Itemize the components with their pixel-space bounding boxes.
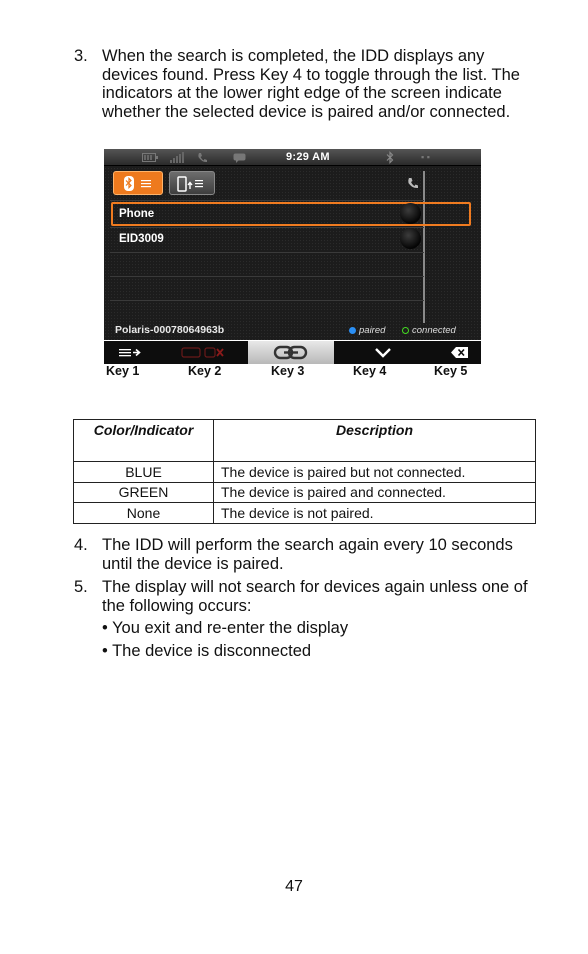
link-icon: [248, 341, 334, 364]
signal-icon: [170, 152, 184, 163]
key-4-label: Key 4: [353, 364, 387, 378]
bullet-item: • The device is disconnected: [102, 642, 312, 660]
paired-dot-icon: [349, 327, 356, 334]
divider: [110, 276, 424, 277]
legend-paired: paired: [349, 325, 385, 336]
divider: [110, 300, 424, 301]
device-name[interactable]: EID3009: [119, 233, 164, 245]
clock-time: 9:29 AM: [286, 151, 330, 163]
tab-bluetooth[interactable]: [113, 171, 163, 195]
step-number: 3.: [74, 47, 88, 65]
key-1-button[interactable]: [104, 341, 176, 364]
divider: [110, 252, 424, 253]
bluetooth-icon: [114, 172, 164, 196]
key-3-label: Key 3: [271, 364, 305, 378]
header-color-indicator: Color/Indicator: [74, 420, 214, 462]
idd-screen: [104, 149, 481, 340]
key-2-button[interactable]: [176, 341, 248, 364]
delete-icon: [434, 341, 481, 364]
indicator-cell: None: [74, 503, 214, 524]
device-id: Polaris-00078064963b: [115, 324, 225, 336]
step-text: When the search is completed, the IDD displays any devices found. Press Key 4 to toggle through the list. The indicators at the lower right edge of the screen indicate whether the selected device is paired and/or connected.: [102, 47, 520, 121]
status-bar: [104, 149, 481, 166]
connected-ring-icon: [402, 327, 409, 334]
table-row: [74, 503, 536, 524]
status-indicator: [400, 203, 421, 224]
key-5-label: Key 5: [434, 364, 468, 378]
legend-connected: connected: [402, 325, 456, 336]
table-header-row: [74, 420, 536, 462]
step-text: The IDD will perform the search again every 10 seconds until the device is paired.: [102, 536, 513, 573]
key-2-label: Key 2: [188, 364, 222, 378]
key-3-button[interactable]: [248, 341, 334, 364]
divider: [110, 227, 424, 228]
key-5-button[interactable]: [434, 341, 481, 364]
tab-devices[interactable]: [169, 171, 215, 195]
divider: [110, 200, 424, 201]
phone-icon: [197, 152, 208, 163]
device-name[interactable]: Phone: [119, 208, 155, 220]
soft-key-bar: [104, 341, 481, 364]
table-row: [74, 462, 536, 483]
indicator-cell: BLUE: [74, 462, 214, 483]
key-1-label: Key 1: [106, 364, 140, 378]
description-cell: The device is paired and connected.: [214, 482, 536, 503]
step-number: 4.: [74, 536, 88, 554]
phone-icon: [407, 177, 419, 189]
device-upload-icon: [170, 172, 216, 196]
description-cell: The device is paired but not connected.: [214, 462, 536, 483]
indicator-cell: GREEN: [74, 482, 214, 503]
status-placeholder-icon: ▪ ▪: [421, 152, 430, 162]
bluetooth-icon: [386, 151, 394, 164]
key-4-button[interactable]: [334, 341, 434, 364]
description-cell: The device is not paired.: [214, 503, 536, 524]
step-number: 5.: [74, 578, 88, 596]
table-row: [74, 482, 536, 503]
header-description: Description: [214, 420, 536, 462]
indicator-table: [73, 419, 536, 524]
status-indicator: [400, 228, 421, 249]
message-icon: [233, 153, 246, 163]
search-list-icon: [104, 341, 176, 364]
page-number: 47: [285, 878, 303, 895]
step-text: The display will not search for devices again unless one of the following occurs:: [102, 578, 528, 615]
battery-icon: [142, 153, 158, 162]
chevron-down-icon: [334, 341, 434, 364]
bullet-item: • You exit and re-enter the display: [102, 619, 349, 637]
disconnect-icon: [176, 341, 248, 364]
